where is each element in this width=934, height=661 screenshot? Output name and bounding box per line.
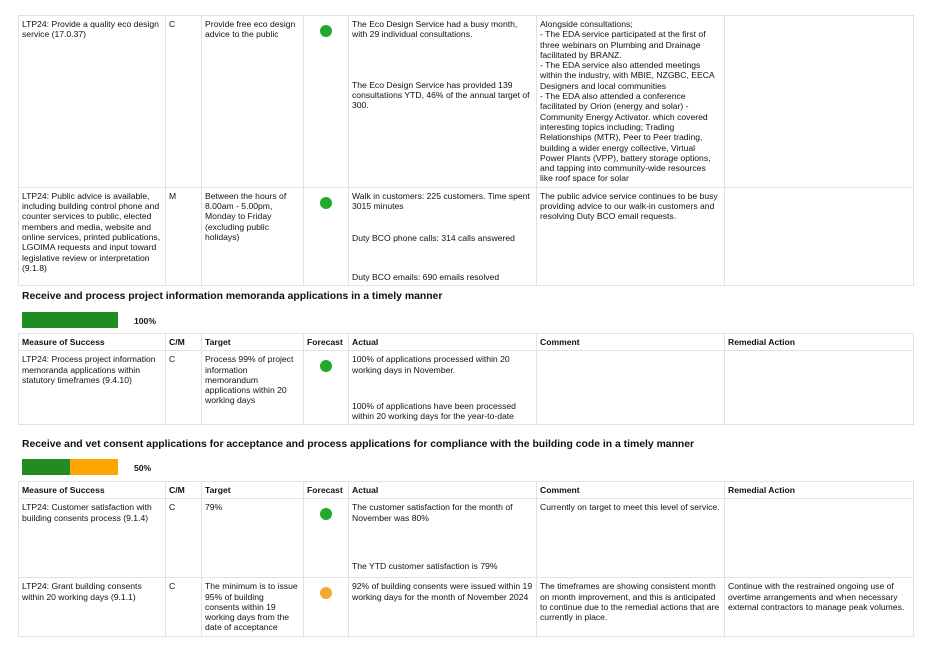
column-header-target: Target bbox=[202, 334, 304, 351]
column-header-actual: Actual bbox=[349, 482, 537, 499]
forecast-cell bbox=[304, 16, 349, 188]
target-cell: Provide free eco design advice to the public bbox=[202, 16, 304, 188]
column-header-comment: Comment bbox=[537, 334, 725, 351]
measure-cell: LTP24: Public advice is available, including building control phone and counter services to public, elected members and media, website and online services, printed publications, LGOIMA requests and input toward legislative review or interpretation (9.1.8) bbox=[19, 187, 166, 285]
forecast-cell bbox=[304, 351, 349, 425]
section-title-consents: Receive and vet consent applications for acceptance and process applications for compliance with the building code in a timely manner bbox=[22, 439, 695, 450]
column-header-remedial: Remedial Action bbox=[725, 482, 914, 499]
target-cell: Process 99% of project information memorandum applications within 20 working days bbox=[202, 351, 304, 425]
cm-cell: C bbox=[166, 351, 202, 425]
actual-paragraph: Walk in customers: 225 customers. Time spent 3015 minutes bbox=[352, 190, 530, 212]
column-header-cm: C/M bbox=[166, 334, 202, 351]
cm-cell: C bbox=[166, 499, 202, 578]
column-header-cm: C/M bbox=[166, 482, 202, 499]
measure-cell: LTP24: Grant building consents within 20 working days (9.1.1) bbox=[19, 578, 166, 636]
comment-cell: The public advice service continues to be busy providing advice to our walk-in customers and resolving Duty BCO email requests. bbox=[537, 187, 725, 285]
actual-paragraph: 100% of applications processed within 20 working days in November. bbox=[352, 354, 510, 375]
amber-status-dot-icon bbox=[320, 587, 332, 599]
progress-label-pim: 100% bbox=[134, 316, 156, 326]
table-row bbox=[19, 499, 914, 578]
actual-cell bbox=[349, 351, 537, 425]
column-header-remedial: Remedial Action bbox=[725, 334, 914, 351]
measures-table-pim bbox=[18, 333, 914, 425]
column-header-measure: Measure of Success bbox=[19, 482, 166, 499]
forecast-cell bbox=[304, 578, 349, 636]
cm-cell: M bbox=[166, 187, 202, 285]
comment-cell bbox=[537, 351, 725, 425]
measures-table-eco-advice bbox=[18, 15, 914, 286]
target-cell: Between the hours of 8.00am - 5.00pm, Monday to Friday (excluding public holidays) bbox=[202, 187, 304, 285]
progress-segment-green bbox=[22, 459, 70, 475]
progress-bar-consents bbox=[22, 459, 118, 475]
column-header-comment: Comment bbox=[537, 482, 725, 499]
target-cell: 79% bbox=[202, 499, 304, 578]
cm-cell: C bbox=[166, 578, 202, 636]
forecast-cell bbox=[304, 499, 349, 578]
progress-bar-pim bbox=[22, 312, 118, 328]
remedial-action-cell bbox=[725, 499, 914, 578]
table-row bbox=[19, 16, 914, 188]
measure-cell: LTP24: Provide a quality eco design service (17.0.37) bbox=[19, 16, 166, 188]
column-header-forecast: Forecast bbox=[304, 482, 349, 499]
cm-cell: C bbox=[166, 16, 202, 188]
progress-segment-amber bbox=[70, 459, 118, 475]
measure-cell: LTP24: Customer satisfaction with building consents process (9.1.4) bbox=[19, 499, 166, 578]
comment-cell: Currently on target to meet this level of service. bbox=[537, 499, 725, 578]
green-status-dot-icon bbox=[320, 508, 332, 520]
green-status-dot-icon bbox=[320, 197, 332, 209]
actual-paragraph: The customer satisfaction for the month of November was 80% bbox=[352, 502, 513, 523]
table-row bbox=[19, 578, 914, 636]
actual-cell bbox=[349, 187, 537, 285]
target-cell: The minimum is to issue 95% of building consents within 19 working days from the date of acceptance bbox=[202, 578, 304, 636]
actual-paragraph: The YTD customer satisfaction is 79% bbox=[352, 560, 498, 571]
column-header-actual: Actual bbox=[349, 334, 537, 351]
column-header-target: Target bbox=[202, 482, 304, 499]
measure-cell: LTP24: Process project information memoranda applications within statutory timeframes (9.4.10) bbox=[19, 351, 166, 425]
remedial-action-cell bbox=[725, 16, 914, 188]
actual-cell bbox=[349, 16, 537, 188]
remedial-action-cell: Continue with the restrained ongoing use of overtime arrangements and when necessary external contractors to manage peak volumes. bbox=[725, 578, 914, 636]
column-header-forecast: Forecast bbox=[304, 334, 349, 351]
table-header-row bbox=[19, 334, 914, 351]
green-status-dot-icon bbox=[320, 360, 332, 372]
actual-paragraph: The Eco Design Service has provided 139 consultations YTD, 46% of the annual target of 300. bbox=[352, 79, 530, 111]
measures-table-consents bbox=[18, 481, 914, 637]
actual-cell bbox=[349, 499, 537, 578]
forecast-cell bbox=[304, 187, 349, 285]
actual-paragraph: 92% of building consents were issued within 19 working days for the month of November 2024 bbox=[352, 581, 533, 602]
table-row bbox=[19, 187, 914, 285]
actual-cell bbox=[349, 578, 537, 636]
comment-cell: Alongside consultations; - The EDA service participated at the first of three webinars on Plumbing and Drainage facilitated by BRANZ. - The EDA service also attended meetings within the industry, with MBIE, NZGBC, EECA Designers and local communities - The EDA also attended a conference facilitated by Orion (energy and solar) - Community Energy Activator. which covered interesting topics including; Trading Relationships (MTR), Peer to Peer trading, building a wider energy collective, Virtual Power Plants (VPP), battery storage options, and tapping into community-wide resources like roof space for solar bbox=[537, 16, 725, 188]
comment-cell: The timeframes are showing consistent month on month improvement, and this is anticipated to continue due to the remedial actions that are currently in place. bbox=[537, 578, 725, 636]
table-row bbox=[19, 351, 914, 425]
remedial-action-cell bbox=[725, 351, 914, 425]
green-status-dot-icon bbox=[320, 25, 332, 37]
actual-paragraph: The Eco Design Service had a busy month, with 29 individual consultations. bbox=[352, 19, 518, 40]
table-header-row bbox=[19, 482, 914, 499]
actual-paragraph: 100% of applications have been processed within 20 working days for the year-to-date bbox=[352, 400, 516, 422]
progress-label-consents: 50% bbox=[134, 463, 152, 473]
section-title-pim: Receive and process project information memoranda applications in a timely manner bbox=[22, 291, 443, 302]
column-header-measure: Measure of Success bbox=[19, 334, 166, 351]
actual-paragraph: Duty BCO phone calls: 314 calls answered bbox=[352, 233, 515, 244]
progress-segment-green bbox=[22, 312, 118, 328]
actual-paragraph: Duty BCO emails: 690 emails resolved bbox=[352, 271, 500, 282]
remedial-action-cell bbox=[725, 187, 914, 285]
